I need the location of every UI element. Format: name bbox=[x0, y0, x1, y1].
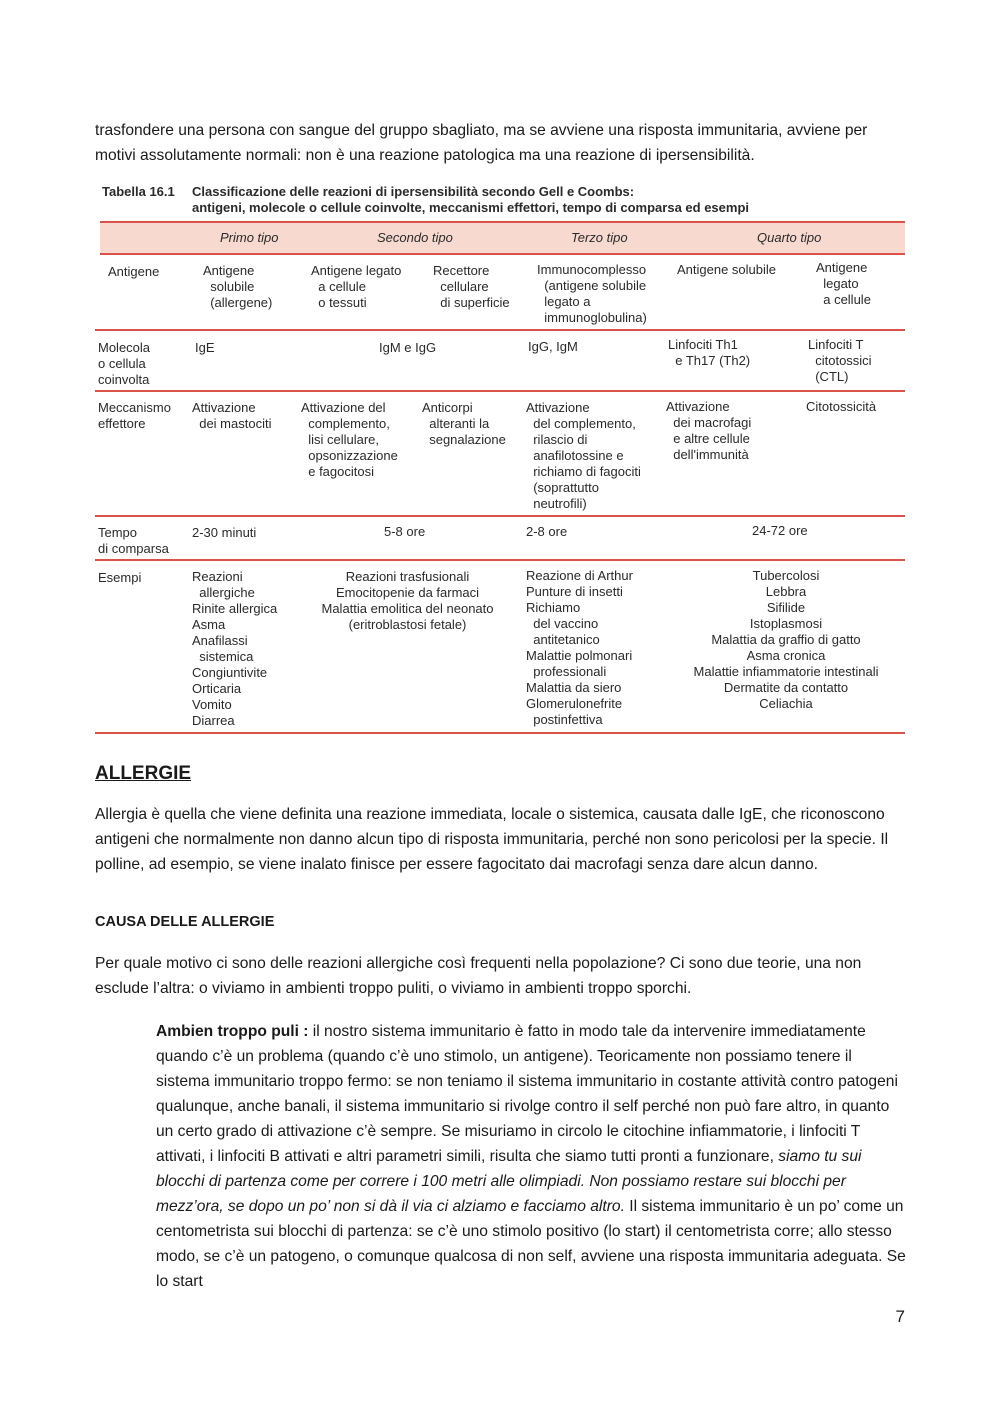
row-divider bbox=[95, 559, 905, 561]
antigene-secondo-b: Recettore cellulare di superficie bbox=[433, 263, 510, 310]
header-quarto-tipo: Quarto tipo bbox=[757, 230, 822, 245]
subsection-title-causa: CAUSA DELLE ALLERGIE bbox=[95, 914, 275, 930]
antigene-secondo-a: Antigene legato a cellule o tessuti bbox=[311, 263, 402, 310]
intro-paragraph: trasfondere una persona con sangue del gruppo sbagliato, ma se avviene una risposta immunitaria, avviene per motivi assolutamente normali: non è una reazione patologica ma una reazione di ipersensibilità. bbox=[95, 122, 868, 164]
meccanismo-terzo: Attivazione del complemento, rilascio di anafilotossine e richiamo di fagociti (soprattutto neutrofili) bbox=[526, 400, 641, 511]
meccanismo-primo: Attivazione dei mastociti bbox=[192, 400, 272, 431]
causa-paragraph: Per quale motivo ci sono delle reazioni allergiche così frequenti nella popolazione? Ci sono due teorie, una non esclude l’altra: o viviamo in ambienti troppo puliti, o viviamo in ambienti troppo sporchi. bbox=[95, 955, 862, 997]
tempo-secondo: 5-8 ore bbox=[384, 524, 426, 539]
row-label-esempi: Esempi bbox=[98, 570, 142, 585]
table-header-row bbox=[100, 221, 905, 255]
table-title bbox=[192, 184, 749, 216]
meccanismo-secondo-a: Attivazione del complemento, lisi cellulare, opsonizzazione e fagocitosi bbox=[301, 400, 398, 479]
antigene-quarto-a: Antigene solubile bbox=[677, 262, 777, 277]
meccanismo-quarto-a: Attivazione dei macrofagi e altre cellule dell'immunità bbox=[666, 399, 752, 462]
ambienti-paragraph bbox=[156, 1019, 908, 1294]
ambienti-text-1: il nostro sistema immunitario è fatto in modo tale da intervenire immediatamente quando c’è un problema (quando c’è uno stimolo, un antigene). Teoricamente non possiamo tenere il sistema immunitario troppo fermo: se non teniamo il sistema immunitario in costante attività contro patogeni qualunque, anche banali, il sistema immunitario si rivolge contro il self perché non può fare altro, in quanto un certo grado di attivazione c’è sempre. Se misuriamo in circolo le citochine infiammatorie, i linfociti T attivati, i linfociti B attivati e altri parametri simili, risulta che siamo tutti pronti a funzionare, bbox=[156, 1023, 898, 1165]
esempi-primo: Reazioni allergiche Rinite allergica Asma Anafilassi sistemica Congiuntivite Orticaria Vomito Diarrea bbox=[192, 569, 278, 728]
row-label-meccanismo: Meccanismo effettore bbox=[98, 400, 171, 431]
meccanismo-quarto-b: Citotossicità bbox=[806, 399, 877, 414]
row-divider bbox=[95, 390, 905, 392]
row-divider bbox=[95, 329, 905, 331]
header-primo-tipo: Primo tipo bbox=[220, 230, 279, 245]
molecola-quarto-a: Linfociti Th1 e Th17 (Th2) bbox=[668, 337, 751, 368]
antigene-terzo: Immunocomplesso (antigene solubile legato a immunoglobulina) bbox=[537, 262, 647, 325]
tempo-terzo: 2-8 ore bbox=[526, 524, 568, 539]
row-label-tempo: Tempo di comparsa bbox=[98, 525, 169, 556]
molecola-secondo: IgM e IgG bbox=[379, 340, 437, 355]
meccanismo-secondo-b: Anticorpi alteranti la segnalazione bbox=[422, 400, 506, 447]
antigene-quarto-b: Antigene legato a cellule bbox=[816, 260, 871, 307]
allergie-paragraph: Allergia è quella che viene definita una reazione immediata, locale o sistemica, causata dalle IgE, che riconoscono antigeni che normalmente non danno alcun tipo di risposta immunitaria, perché non sono pericolosi per la specie. Il polline, ad esempio, se viene inalato finisce per essere fagocitato dai macrofagi senza dare alcun danno. bbox=[95, 806, 889, 873]
tempo-primo: 2-30 minuti bbox=[192, 525, 257, 540]
tempo-quarto: 24-72 ore bbox=[752, 523, 808, 538]
header-terzo-tipo: Terzo tipo bbox=[571, 230, 628, 245]
page-number: 7 bbox=[895, 1307, 905, 1326]
ambienti-text-2: Il sistema immunitario è un po’ come un centometrista sui blocchi di partenza: se c’è uno stimolo positivo (lo start) il centometrista corre; allo stesso modo, se c’è un patogeno, o comunque qualcosa di non self, avviene una risposta immunitaria adeguata. Se lo start bbox=[156, 1198, 906, 1290]
table-title-line1: Classificazione delle reazioni di ipersensibilità secondo Gell e Coombs: bbox=[192, 184, 635, 199]
esempi-quarto: Tubercolosi Lebbra Sifilide Istoplasmosi Malattia da graffio di gatto Asma cronica Malattie infiammatorie intestinali Dermatite da contatto Celiachia bbox=[693, 568, 879, 711]
row-divider bbox=[95, 515, 905, 517]
esempi-secondo: Reazioni trasfusionali Emocitopenie da farmaci Malattia emolitica del neonato (eritroblastosi fetale) bbox=[321, 569, 494, 632]
molecola-primo: IgE bbox=[195, 340, 215, 355]
table-caption: Tabella 16.1 bbox=[102, 184, 175, 199]
header-secondo-tipo: Secondo tipo bbox=[377, 230, 453, 245]
molecola-terzo: IgG, IgM bbox=[528, 339, 578, 354]
molecola-quarto-b: Linfociti T citotossici (CTL) bbox=[808, 337, 872, 384]
ambienti-label: Ambien troppo puli : bbox=[156, 1023, 309, 1040]
antigene-primo: Antigene solubile (allergene) bbox=[203, 263, 273, 310]
row-label-molecola: Molecola o cellula coinvolta bbox=[98, 340, 151, 387]
table-bottom-border bbox=[95, 732, 905, 734]
esempi-terzo: Reazione di Arthur Punture di insetti Richiamo del vaccino antitetanico Malattie polmonari professionali Malattia da siero Glomerulonefrite postinfettiva bbox=[526, 568, 633, 727]
hypersensitivity-table bbox=[95, 182, 905, 735]
table-title-line2: antigeni, molecole o cellule coinvolte, meccanismi effettori, tempo di comparsa ed esempi bbox=[192, 200, 749, 215]
row-label-antigene: Antigene bbox=[108, 264, 160, 279]
ambienti-italic: siamo tu sui blocchi di partenza come per correre i 100 metri alle olimpiadi. Non possiamo restare sui blocchi per mezz’ora, se dopo un po’ non si dà il via ci alziamo e facciamo altro. bbox=[156, 1148, 862, 1215]
section-title-allergie: ALLERGIE bbox=[95, 763, 192, 784]
